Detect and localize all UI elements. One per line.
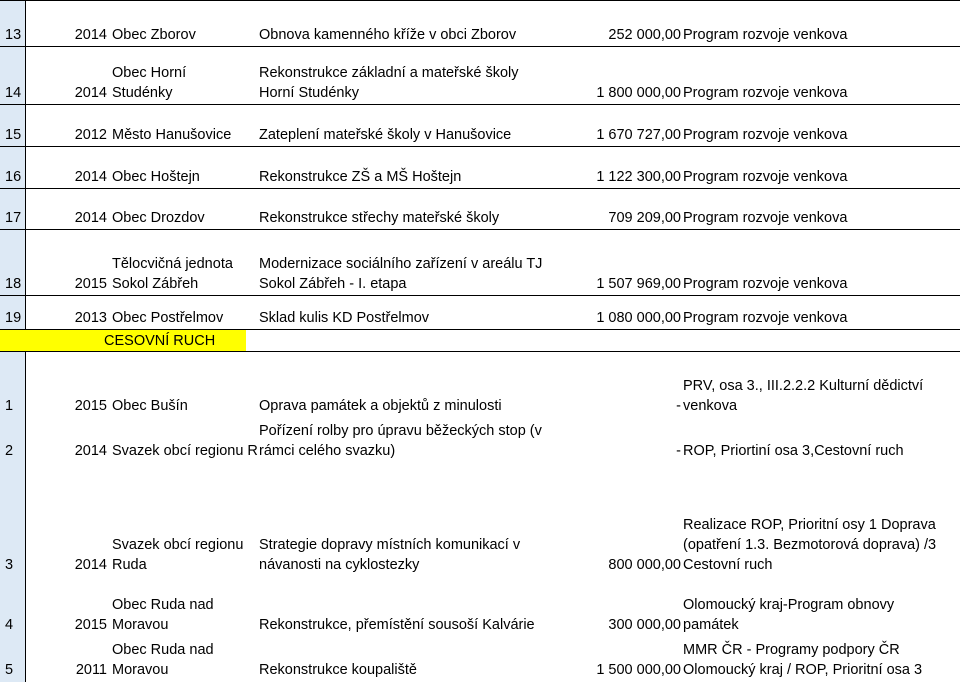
applicant-cell-line: Ruda	[112, 557, 147, 573]
applicant-cell-line: Svazek obcí regionu	[112, 537, 244, 553]
program-cell[interactable]	[683, 577, 960, 637]
project-cell-line: Strategie dopravy místních komunikací v	[259, 537, 521, 553]
project-cell-line: Rekonstrukce koupaliště	[259, 662, 417, 678]
project-cell-line: Rekonstrukce střechy mateřské školy	[259, 210, 500, 226]
year-cell-value: 2015	[74, 398, 107, 414]
program-cell[interactable]	[683, 105, 960, 147]
program-cell-line: Program rozvoje venkova	[683, 210, 848, 226]
amount-cell[interactable]	[589, 418, 681, 463]
program-cell[interactable]	[683, 189, 960, 230]
year-cell-value: 2014	[74, 557, 107, 573]
program-cell[interactable]	[683, 1, 960, 47]
project-cell[interactable]	[259, 637, 589, 682]
amount-cell[interactable]	[589, 351, 681, 418]
table-row	[0, 146, 960, 189]
amount-cell-value: 1 670 727,00	[596, 127, 681, 143]
row-number-cell[interactable]	[0, 577, 26, 637]
year-cell[interactable]	[26, 296, 110, 330]
row-number-cell[interactable]	[0, 105, 26, 147]
project-cell-line: Modernizace sociálního zařízení v areálu TJ	[259, 256, 543, 272]
applicant-cell[interactable]	[112, 47, 258, 105]
program-cell[interactable]	[683, 637, 960, 682]
year-cell-value: 2013	[74, 310, 107, 326]
year-cell-value: 2014	[74, 85, 107, 101]
applicant-cell[interactable]	[112, 189, 258, 230]
year-cell-value: 2014	[74, 443, 107, 459]
project-cell[interactable]	[259, 577, 589, 637]
applicant-cell[interactable]	[112, 296, 258, 330]
amount-cell-value: 300 000,00	[608, 617, 681, 633]
year-cell-value: 2014	[74, 169, 107, 185]
project-cell-line: Pořízení rolby pro úpravu běžeckých stop (v	[259, 423, 542, 439]
year-cell[interactable]	[26, 637, 110, 682]
amount-cell[interactable]	[589, 577, 681, 637]
amount-cell[interactable]	[589, 147, 681, 189]
applicant-cell[interactable]	[112, 577, 258, 637]
row-number-cell-value: 15	[5, 127, 22, 143]
program-cell-line: PRV, osa 3., III.2.2.2 Kulturní dědictví	[683, 378, 924, 394]
applicant-cell-line: Moravou	[112, 662, 169, 678]
row-number-cell-value: 19	[5, 310, 22, 326]
year-cell-value: 2011	[75, 662, 107, 678]
project-cell[interactable]	[259, 189, 589, 230]
table-row	[0, 188, 960, 230]
applicant-cell[interactable]	[112, 463, 258, 577]
project-cell-line: rámci celého svazku)	[259, 443, 396, 459]
applicant-cell[interactable]	[112, 418, 258, 463]
year-cell[interactable]	[26, 418, 110, 463]
amount-cell-value: 1 507 969,00	[596, 276, 681, 292]
project-cell-line: Oprava památek a objektů z minulosti	[259, 398, 502, 414]
project-cell[interactable]	[259, 1, 589, 47]
program-cell[interactable]	[683, 230, 960, 296]
program-cell-line: Olomoucký kraj-Program obnovy	[683, 597, 895, 613]
amount-cell-value: -	[676, 398, 681, 414]
applicant-cell[interactable]	[112, 105, 258, 147]
program-cell-line: Program rozvoje venkova	[683, 127, 848, 143]
year-cell[interactable]	[26, 577, 110, 637]
year-cell-value: 2015	[74, 276, 107, 292]
applicant-cell-line: Obec Drozdov	[112, 210, 205, 226]
amount-cell[interactable]	[589, 230, 681, 296]
project-cell-line: Sklad kulis KD Postřelmov	[259, 310, 430, 326]
project-cell-line: Zateplení mateřské školy v Hanušovice	[259, 127, 512, 143]
program-cell-line: Cestovní ruch	[683, 557, 773, 573]
applicant-cell-line: Studénky	[112, 85, 173, 101]
project-cell[interactable]	[259, 418, 589, 463]
project-cell[interactable]	[259, 463, 589, 577]
program-cell[interactable]	[683, 47, 960, 105]
table-row	[0, 351, 960, 418]
amount-cell-value: 252 000,00	[608, 27, 681, 43]
row-number-cell[interactable]	[0, 296, 26, 330]
project-cell-line: Obnova kamenného kříže v obci Zborov	[259, 27, 517, 43]
applicant-cell-line: Město Hanušovice	[112, 127, 232, 143]
applicant-cell[interactable]	[112, 637, 258, 682]
program-cell[interactable]	[683, 463, 960, 577]
applicant-cell-line: Obec Horní	[112, 65, 187, 81]
section-header	[0, 329, 246, 352]
applicant-cell-line: Obec Hoštejn	[112, 169, 200, 185]
applicant-cell[interactable]	[112, 147, 258, 189]
program-cell[interactable]	[683, 147, 960, 189]
row-number-cell[interactable]	[0, 1, 26, 47]
applicant-cell-line: Obec Bušín	[112, 398, 188, 414]
applicant-cell-line: Obec Postřelmov	[112, 310, 224, 326]
amount-cell[interactable]	[589, 47, 681, 105]
table-row	[0, 637, 960, 682]
year-cell[interactable]	[26, 147, 110, 189]
amount-cell-value: 1 800 000,00	[596, 85, 681, 101]
row-number-cell-value: 13	[5, 27, 22, 43]
row-number-cell[interactable]	[0, 147, 26, 189]
amount-cell-value: 1 122 300,00	[596, 169, 681, 185]
table-row	[0, 463, 960, 577]
program-cell-line: Program rozvoje venkova	[683, 169, 848, 185]
amount-cell[interactable]	[589, 637, 681, 682]
year-cell[interactable]	[26, 1, 110, 47]
year-cell-value: 2014	[74, 210, 107, 226]
row-number-cell-value: 5	[5, 662, 14, 678]
applicant-cell[interactable]	[112, 351, 258, 418]
row-number-cell[interactable]	[0, 637, 26, 682]
applicant-cell[interactable]	[112, 230, 258, 296]
amount-cell-value: 1 080 000,00	[596, 310, 681, 326]
row-number-cell[interactable]	[0, 47, 26, 105]
applicant-cell-line: Tělocvičná jednota	[112, 256, 233, 272]
amount-cell[interactable]	[589, 105, 681, 147]
table-row	[0, 46, 960, 105]
table-row	[0, 229, 960, 296]
amount-cell[interactable]	[589, 296, 681, 330]
project-cell[interactable]	[259, 230, 589, 296]
year-cell[interactable]	[26, 230, 110, 296]
program-cell-line: památek	[683, 617, 739, 633]
row-number-cell-value: 4	[5, 617, 14, 633]
program-cell-line: Realizace ROP, Prioritní osy 1 Doprava	[683, 517, 936, 533]
year-cell-value: 2014	[74, 27, 107, 43]
row-divider	[0, 351, 960, 352]
project-cell-line: Sokol Zábřeh - I. etapa	[259, 276, 407, 292]
table-row	[0, 577, 960, 637]
program-cell-line: venkova	[683, 398, 738, 414]
amount-cell[interactable]	[589, 1, 681, 47]
applicant-cell-line: Sokol Zábřeh	[112, 276, 199, 292]
project-cell-line: Horní Studénky	[259, 85, 359, 101]
applicant-cell-line: Moravou	[112, 617, 169, 633]
amount-cell[interactable]	[589, 463, 681, 577]
table-row	[0, 295, 960, 330]
program-cell[interactable]	[683, 296, 960, 330]
applicant-cell-line: Obec Ruda nad	[112, 597, 214, 613]
program-cell-line: Program rozvoje venkova	[683, 27, 848, 43]
program-cell-line: Olomoucký kraj / ROP, Prioritní osa 3	[683, 662, 923, 678]
program-cell-line: Program rozvoje venkova	[683, 85, 848, 101]
table-row	[0, 418, 960, 463]
row-number-cell-value: 16	[5, 169, 22, 185]
program-cell-line: Program rozvoje venkova	[683, 276, 848, 292]
applicant-cell-line: Svazek obcí regionu R	[112, 443, 258, 459]
amount-cell-value: -	[676, 443, 681, 459]
year-cell-value: 2015	[74, 617, 107, 633]
project-cell-line: Rekonstrukce základní a mateřské školy	[259, 65, 519, 81]
row-number-cell[interactable]	[0, 418, 26, 463]
year-cell-value: 2012	[74, 127, 107, 143]
table-row	[0, 104, 960, 147]
amount-cell-value: 1 500 000,00	[596, 662, 681, 678]
row-number-cell[interactable]	[0, 351, 26, 418]
row-number-cell[interactable]	[0, 463, 26, 577]
row-number-cell[interactable]	[0, 189, 26, 230]
row-number-cell-value: 1	[5, 398, 14, 414]
applicant-cell-line: Obec Ruda nad	[112, 642, 214, 658]
table-row	[0, 0, 960, 47]
project-cell-line: návanosti na cyklostezky	[259, 557, 420, 573]
program-cell[interactable]	[683, 418, 960, 463]
row-number-cell-value: 3	[5, 557, 14, 573]
amount-cell-value: 709 209,00	[608, 210, 681, 226]
project-cell-line: Rekonstrukce ZŠ a MŠ Hoštejn	[259, 169, 462, 185]
program-cell-line: MMR ČR - Programy podpory ČR	[683, 642, 900, 658]
applicant-cell-line: Obec Zborov	[112, 27, 196, 43]
program-cell[interactable]	[683, 351, 960, 418]
project-cell[interactable]	[259, 105, 589, 147]
year-cell[interactable]	[26, 47, 110, 105]
year-cell[interactable]	[26, 105, 110, 147]
row-number-cell[interactable]	[0, 230, 26, 296]
project-cell[interactable]	[259, 147, 589, 189]
section-label: CESOVNÍ RUCH	[104, 333, 216, 349]
amount-cell-value: 800 000,00	[608, 557, 681, 573]
applicant-cell[interactable]	[112, 1, 258, 47]
program-cell-line: (opatření 1.3. Bezmotorová doprava) /3	[683, 537, 937, 553]
year-cell[interactable]	[26, 463, 110, 577]
row-number-cell-value: 17	[5, 210, 22, 226]
year-cell[interactable]	[26, 189, 110, 230]
project-cell[interactable]	[259, 296, 589, 330]
project-cell-line: Rekonstrukce, přemístění sousoší Kalvárie	[259, 617, 535, 633]
amount-cell[interactable]	[589, 189, 681, 230]
project-cell[interactable]	[259, 351, 589, 418]
program-cell-line: ROP, Priortiní osa 3,Cestovní ruch	[683, 443, 904, 459]
row-number-cell-value: 2	[5, 443, 14, 459]
project-cell[interactable]	[259, 47, 589, 105]
program-cell-line: Program rozvoje venkova	[683, 310, 848, 326]
year-cell[interactable]	[26, 351, 110, 418]
row-divider	[0, 329, 960, 330]
row-number-cell-value: 18	[5, 276, 22, 292]
row-number-cell-value: 14	[5, 85, 22, 101]
